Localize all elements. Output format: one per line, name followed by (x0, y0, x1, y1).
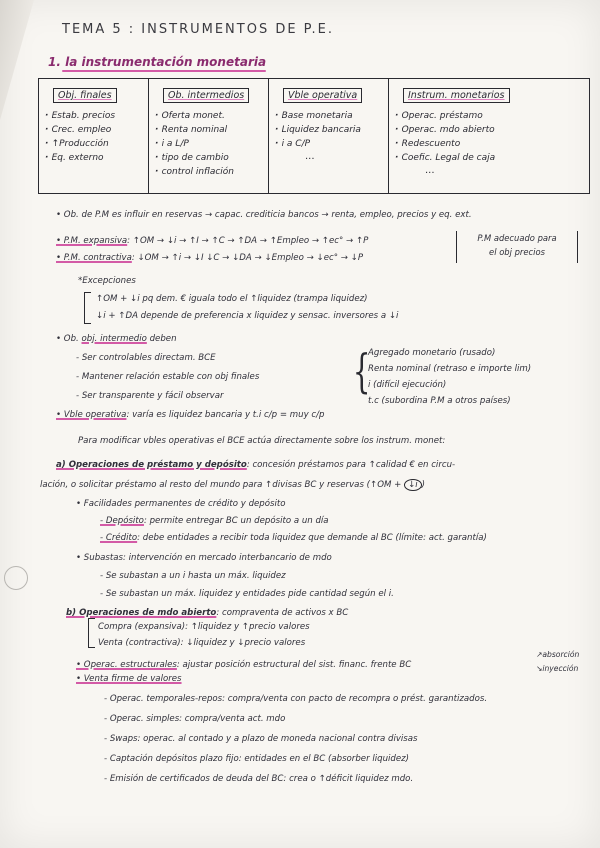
note-line (66, 608, 348, 618)
note-fragment: : varía es liquidez bancaria y t.i c/p = muy c/p (126, 410, 325, 420)
note-line: i (difícil ejecución) (368, 380, 447, 390)
note-line: - Operac. temporales-repos: compra/venta con pacto de recompra o prést. garantizados. (104, 694, 488, 704)
note-fragment: : compraventa de activos x BC (216, 608, 349, 618)
note-fragment: - Depósito (100, 516, 144, 526)
note-line: Para modificar vbles operativas el BCE actúa directamente sobre los instrum. monet: (78, 436, 446, 446)
note-line (100, 533, 487, 543)
column-item: · Operac. préstamo (395, 109, 583, 123)
margin-circle-mark (4, 566, 28, 590)
note-line: Agregado monetario (rusado) (368, 348, 496, 358)
note-line: lación, o solicitar préstamo al resto del mundo para ↑divisas BC y reservas (↑OM + ↓i ) (40, 480, 426, 490)
circled-term: ↓i (404, 479, 422, 491)
page-fold (0, 0, 34, 120)
note-line: • Facilidades permanentes de crédito y depósito (76, 499, 286, 509)
note-line (56, 460, 455, 470)
note-line: Renta nominal (retraso e importe lim) (368, 364, 532, 374)
column-header: Vble operativa (283, 88, 362, 103)
column-item: · Coefic. Legal de caja (395, 151, 583, 165)
note-line: ↓i + ↑DA depende de preferencia x liquidez y sensac. inversores a ↓i (96, 311, 399, 321)
note-fragment: - Crédito (100, 533, 138, 543)
column-item: · Base monetaria (275, 109, 382, 123)
note-fragment: : debe entidades a recibir toda liquidez que demande al BC (límite: act. garantía) (137, 533, 487, 543)
table-column (269, 79, 389, 193)
column-header: Ob. intermedios (163, 88, 249, 103)
table-column (389, 79, 589, 193)
note-line: Compra (expansiva): ↑liquidez y ↑precio valores (98, 622, 310, 632)
column-item: · Operac. mdo abierto (395, 123, 583, 137)
note-line: - Ser controlables directam. BCE (76, 353, 216, 363)
note-line: *Excepciones (78, 276, 136, 286)
note-line: ↑OM + ↓i pq dem. € iguala todo el ↑liquidez (trampa liquidez) (96, 294, 368, 304)
column-ellipsis: ... (305, 151, 315, 162)
table-column (39, 79, 149, 193)
expansive-chain: : ↑OM → ↓i → ↑I → ↑C → ↑DA → ↑Empleo → ↑ec° → ↑P (127, 236, 369, 246)
column-header: Obj. finales (53, 88, 117, 103)
subsection-title: b) Operaciones de mdo abierto (66, 608, 217, 618)
note-fragment: obj. intermedio (81, 334, 147, 344)
note-line: - Se subastan un máx. liquidez y entidades pide cantidad según el i. (100, 589, 394, 599)
note-line (56, 410, 324, 420)
note-fragment: • Ob. (56, 334, 79, 344)
note-line: - Ser transparente y fácil observar (76, 391, 224, 401)
note-line (56, 253, 363, 263)
column-item: · Liquidez bancaria (275, 123, 382, 137)
bracket-note-line: P.M adecuado para (477, 233, 557, 243)
contractive-label: • P.M. contractiva (56, 253, 132, 263)
note-line (76, 660, 411, 670)
note-line: - Mantener relación estable con obj finales (76, 372, 260, 382)
column-header: Instrum. monetarios (403, 88, 510, 103)
contractive-chain: : ↓OM → ↑i → ↓I ↓C → ↓DA → ↓Empleo → ↓ec° → ↓P (131, 253, 364, 263)
note-line: t.c (subordina P.M a otros países) (368, 396, 511, 406)
note-line: - Swaps: operac. al contado y a plazo de moneda nacional contra divisas (104, 734, 418, 744)
note-line: - Se subastan a un i hasta un máx. liquidez (100, 571, 286, 581)
page-title: TEMA 5 : INSTRUMENTOS DE P.E. (62, 22, 334, 37)
column-item: · Estab. precios (45, 109, 142, 123)
brace (88, 618, 95, 648)
note-line: • Ob. de P.M es influir en reservas → capac. crediticia bancos → renta, empleo, precios y eq. ext. (56, 210, 472, 220)
bracket-note-line: el obj precios (489, 247, 545, 257)
note-fragment: • Venta firme de valores (76, 674, 182, 684)
note-line: - Emisión de certificados de deuda del BC: crea o ↑déficit liquidez mdo. (104, 774, 414, 784)
bracket-note (456, 231, 578, 263)
objectives-table (38, 78, 590, 194)
column-item: · Crec. empleo (45, 123, 142, 137)
expansive-label: • P.M. expansiva (56, 236, 128, 246)
column-item: · i a L/P (155, 137, 262, 151)
subsection-title: a) Operaciones de préstamo y depósito (56, 460, 247, 470)
note-line: - Captación depósitos plazo fijo: entidades en el BC (absorber liquidez) (104, 754, 410, 764)
note-line (76, 674, 182, 684)
note-line: • Subastas: intervención en mercado interbancario de mdo (76, 553, 332, 563)
note-line: ↗absorción (536, 650, 580, 659)
note-line (56, 334, 177, 344)
column-ellipsis: ... (425, 165, 435, 176)
note-fragment: : ajustar posición estructural del sist. financ. frente BC (176, 660, 412, 670)
note-line: ↘inyección (536, 664, 579, 673)
column-item: · Redescuento (395, 137, 583, 151)
column-item: · Oferta monet. (155, 109, 262, 123)
section-title: 1. la instrumentación monetaria (48, 55, 267, 69)
note-fragment: lación, o solicitar préstamo al resto del mundo para ↑divisas BC y reservas (↑OM + (40, 480, 405, 490)
note-fragment: : permite entregar BC un depósito a un día (143, 516, 329, 526)
column-item: · i a C/P (275, 137, 382, 151)
note-line (56, 236, 368, 246)
brace: { (352, 344, 371, 398)
brace (84, 292, 91, 324)
note-line: Venta (contractiva): ↓liquidez y ↓precio valores (98, 638, 306, 648)
note-fragment: • Operac. estructurales (76, 660, 177, 670)
column-item: · control inflación (155, 165, 262, 179)
note-fragment: deben (149, 334, 177, 344)
column-item: · ↑Producción (45, 137, 142, 151)
table-column (149, 79, 269, 193)
note-line (100, 516, 329, 526)
column-item: · Renta nominal (155, 123, 262, 137)
column-item: · tipo de cambio (155, 151, 262, 165)
note-line: - Operac. simples: compra/venta act. mdo (104, 714, 286, 724)
note-fragment: • Vble operativa (56, 410, 127, 420)
note-fragment: : concesión préstamos para ↑calidad € en circu- (246, 460, 456, 470)
column-item: · Eq. externo (45, 151, 142, 165)
